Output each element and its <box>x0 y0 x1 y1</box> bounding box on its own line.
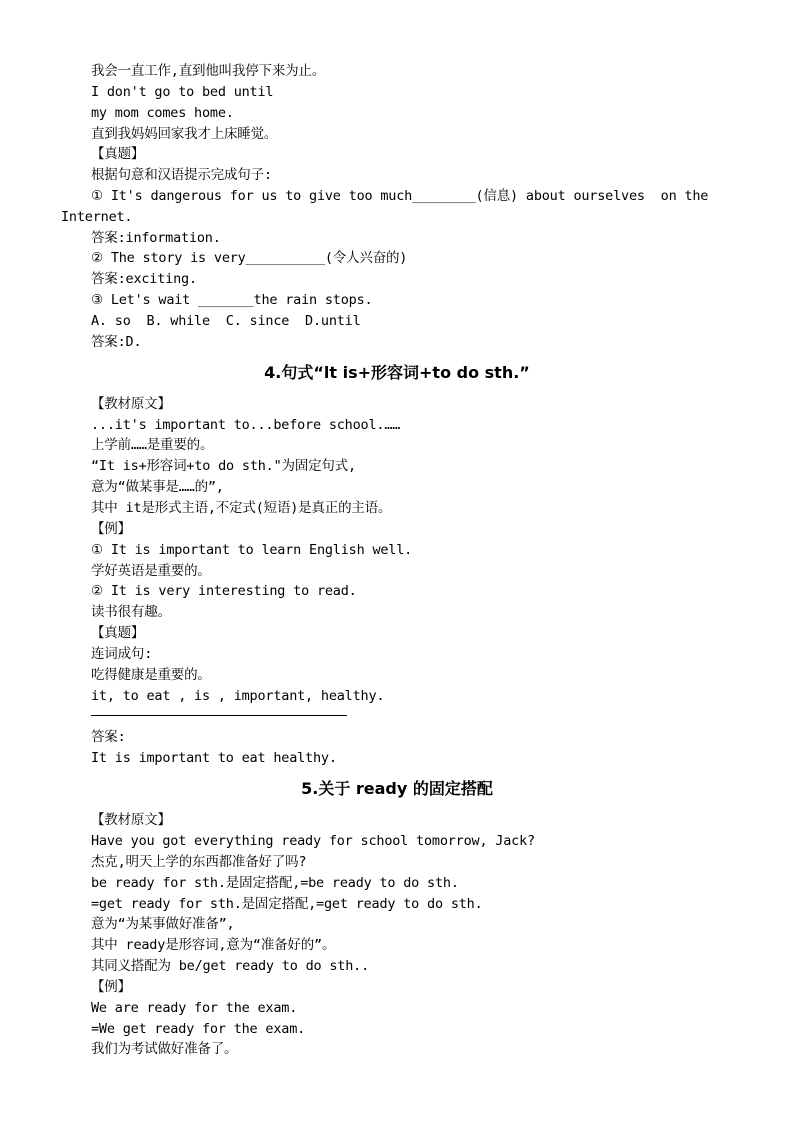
section-label: 【教材原文】 <box>91 812 171 828</box>
text-line: ① It is important to learn English well. <box>91 542 413 558</box>
text-line: 其中 it是形式主语,不定式(短语)是真正的主语。 <box>91 500 392 516</box>
question-line: ② The story is very__________(令人兴奋的) <box>91 250 408 266</box>
question-line: ① It's dangerous for us to give too much________(信息) about ourselves on the <box>91 188 709 204</box>
question-line: ③ Let's wait _______the rain stops. <box>91 292 373 308</box>
section-4-heading: 4.句式“lt is+形容词+to do sth.” <box>264 363 530 382</box>
text-line: 其中 ready是形容词,意为“准备好的”。 <box>91 937 336 953</box>
text-line: 吃得健康是重要的。 <box>91 667 211 683</box>
text-line: 意为“做某事是……的”, <box>91 479 224 495</box>
text-line: it, to eat , is , important, healthy. <box>91 688 385 704</box>
text-line: 意为“为某事做好准备”, <box>91 916 235 932</box>
section-label: 【例】 <box>91 979 131 995</box>
text-line: my mom comes home. <box>91 105 234 121</box>
answer-line: 答案:D. <box>91 334 142 350</box>
text-line: 直到我妈妈回家我才上床睡觉。 <box>91 126 278 142</box>
text-line: I don't go to bed until <box>91 84 274 100</box>
section-5-heading: 5.关于 ready 的固定搭配 <box>301 779 493 798</box>
text-line: 学好英语是重要的。 <box>91 563 211 579</box>
answer-blank-line <box>91 715 347 716</box>
answer-line: 答案:exciting. <box>91 271 197 287</box>
section-label: 【教材原文】 <box>91 396 171 412</box>
answer-line: It is important to eat healthy. <box>91 750 337 766</box>
text-line: “It is+形容词+to do sth."为固定句式, <box>91 458 356 474</box>
text-line: ...it's important to...before school.…… <box>91 417 401 433</box>
answer-label: 答案: <box>91 729 126 745</box>
question-line-continued: Internet. <box>61 209 133 225</box>
text-line: 我会一直工作,直到他叫我停下来为止。 <box>91 63 326 79</box>
text-line: 我们为考试做好准备了。 <box>91 1041 238 1057</box>
text-line: 连词成句: <box>91 646 153 662</box>
text-line: be ready for sth.是固定搭配,=be ready to do sth. <box>91 875 459 891</box>
text-line: ② It is very interesting to read. <box>91 583 357 599</box>
text-line: 上学前……是重要的。 <box>91 437 214 453</box>
text-line: 其同义搭配为 be/get ready to do sth.. <box>91 958 369 974</box>
text-line: 根据句意和汉语提示完成句子: <box>91 167 272 183</box>
text-line: =We get ready for the exam. <box>91 1021 306 1037</box>
section-label: 【例】 <box>91 521 131 537</box>
options-line: A. so B. while C. since D.until <box>91 313 361 329</box>
section-label: 【真题】 <box>91 146 145 162</box>
text-line: Have you got everything ready for school tomorrow, Jack? <box>91 833 535 849</box>
text-line: 读书很有趣。 <box>91 604 171 620</box>
text-line: 杰克,明天上学的东西都准备好了吗? <box>91 854 307 870</box>
text-line: We are ready for the exam. <box>91 1000 298 1016</box>
section-label: 【真题】 <box>91 625 145 641</box>
text-line: =get ready for sth.是固定搭配,=get ready to do sth. <box>91 896 483 912</box>
answer-line: 答案:information. <box>91 230 221 246</box>
